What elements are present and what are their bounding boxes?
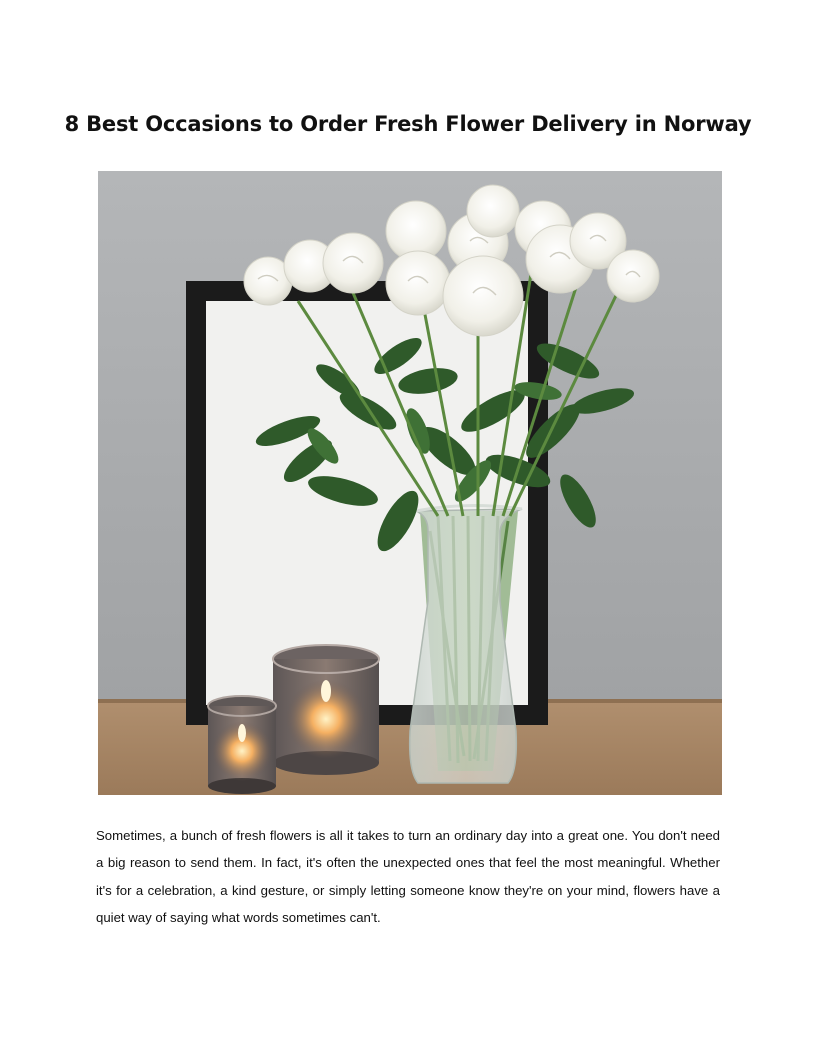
intro-paragraph: Sometimes, a bunch of fresh flowers is all it takes to turn an ordinary day into a great one. You don't need a big reason to send them. In fact, it's often the unexpected ones that feel the most meaningful. Whether it's for a celebration, a kind gesture, or simply letting someone know they're on your mind, flowers have a quiet way of saying what words sometimes can't. [96,828,720,926]
page-title: 8 Best Occasions to Order Fresh Flower Delivery in Norway [64,112,752,136]
small-candle-jar [208,696,276,794]
roses-photo [98,171,722,795]
large-candle-jar [273,645,379,775]
